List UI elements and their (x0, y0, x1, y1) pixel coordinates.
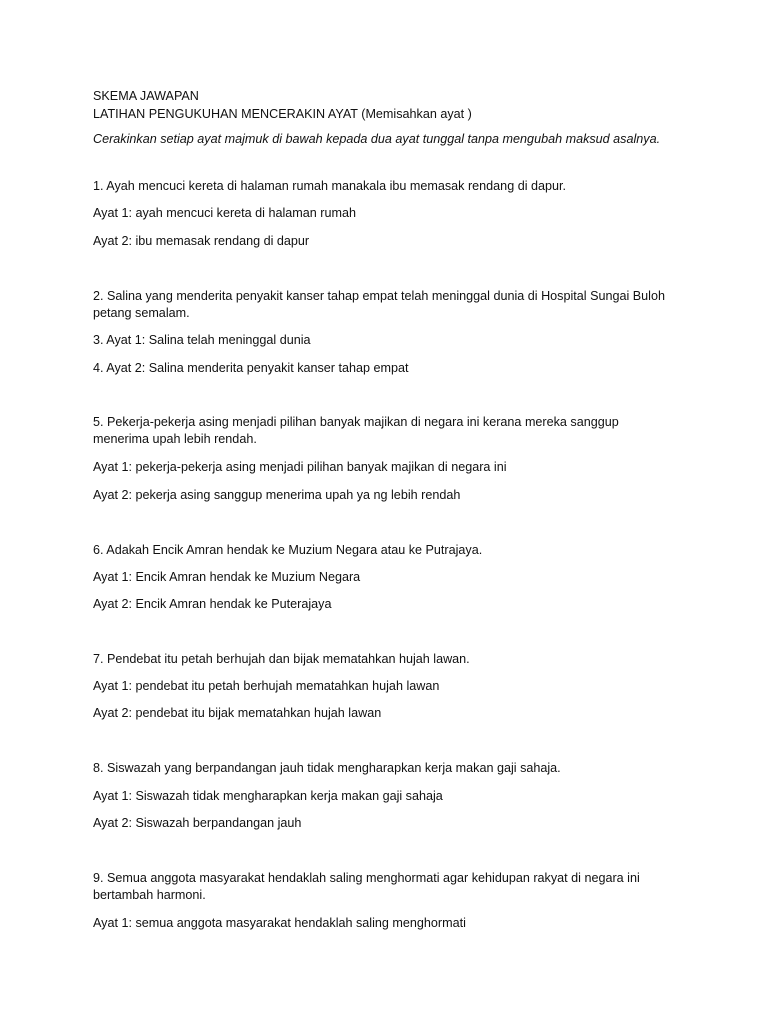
answer-5-ayat-1: Ayat 1: pekerja-pekerja asing menjadi pilihan banyak majikan di negara ini (93, 460, 507, 474)
question-7: 7. Pendebat itu petah berhujah dan bijak mematahkan hujah lawan. (93, 652, 470, 666)
instruction-text: Cerakinkan setiap ayat majmuk di bawah kepada dua ayat tunggal tanpa mengubah maksud asalnya. (93, 132, 661, 146)
answer-5-ayat-2: Ayat 2: pekerja asing sanggup menerima upah ya ng lebih rendah (93, 488, 461, 502)
question-5: 5. Pekerja-pekerja asing menjadi pilihan banyak majikan di negara ini kerana mereka sanggup menerima upah lebih rendah. (93, 415, 619, 446)
answer-1-ayat-1: Ayat 1: ayah mencuci kereta di halaman rumah (93, 206, 356, 220)
question-6: 6. Adakah Encik Amran hendak ke Muzium Negara atau ke Putrajaya. (93, 543, 483, 557)
question-8: 8. Siswazah yang berpandangan jauh tidak mengharapkan kerja makan gaji sahaja. (93, 761, 561, 775)
question-2: 2. Salina yang menderita penyakit kanser tahap empat telah meninggal dunia di Hospital Sungai Buloh petang semalam. (93, 289, 665, 320)
answer-7-ayat-2: Ayat 2: pendebat itu bijak mematahkan hujah lawan (93, 706, 382, 720)
answer-8-ayat-1: Ayat 1: Siswazah tidak mengharapkan kerja makan gaji sahaja (93, 789, 443, 803)
question-1: 1. Ayah mencuci kereta di halaman rumah manakala ibu memasak rendang di dapur. (93, 179, 567, 193)
answer-2-ayat-2: 4. Ayat 2: Salina menderita penyakit kanser tahap empat (93, 361, 409, 375)
document-subtitle: LATIHAN PENGUKUHAN MENCERAKIN AYAT (Memisahkan ayat ) (93, 107, 472, 121)
answer-1-ayat-2: Ayat 2: ibu memasak rendang di dapur (93, 234, 310, 248)
answer-9-ayat-1: Ayat 1: semua anggota masyarakat hendaklah saling menghormati (93, 916, 466, 930)
question-9: 9. Semua anggota masyarakat hendaklah saling menghormati agar kehidupan rakyat di negara ini bertambah harmoni. (93, 871, 640, 902)
answer-7-ayat-1: Ayat 1: pendebat itu petah berhujah mematahkan hujah lawan (93, 679, 440, 693)
answer-6-ayat-2: Ayat 2: Encik Amran hendak ke Puterajaya (93, 597, 332, 611)
answer-2-ayat-1: 3. Ayat 1: Salina telah meninggal dunia (93, 333, 311, 347)
answer-6-ayat-1: Ayat 1: Encik Amran hendak ke Muzium Negara (93, 570, 361, 584)
document-title: SKEMA JAWAPAN (93, 89, 199, 103)
answer-8-ayat-2: Ayat 2: Siswazah berpandangan jauh (93, 816, 302, 830)
